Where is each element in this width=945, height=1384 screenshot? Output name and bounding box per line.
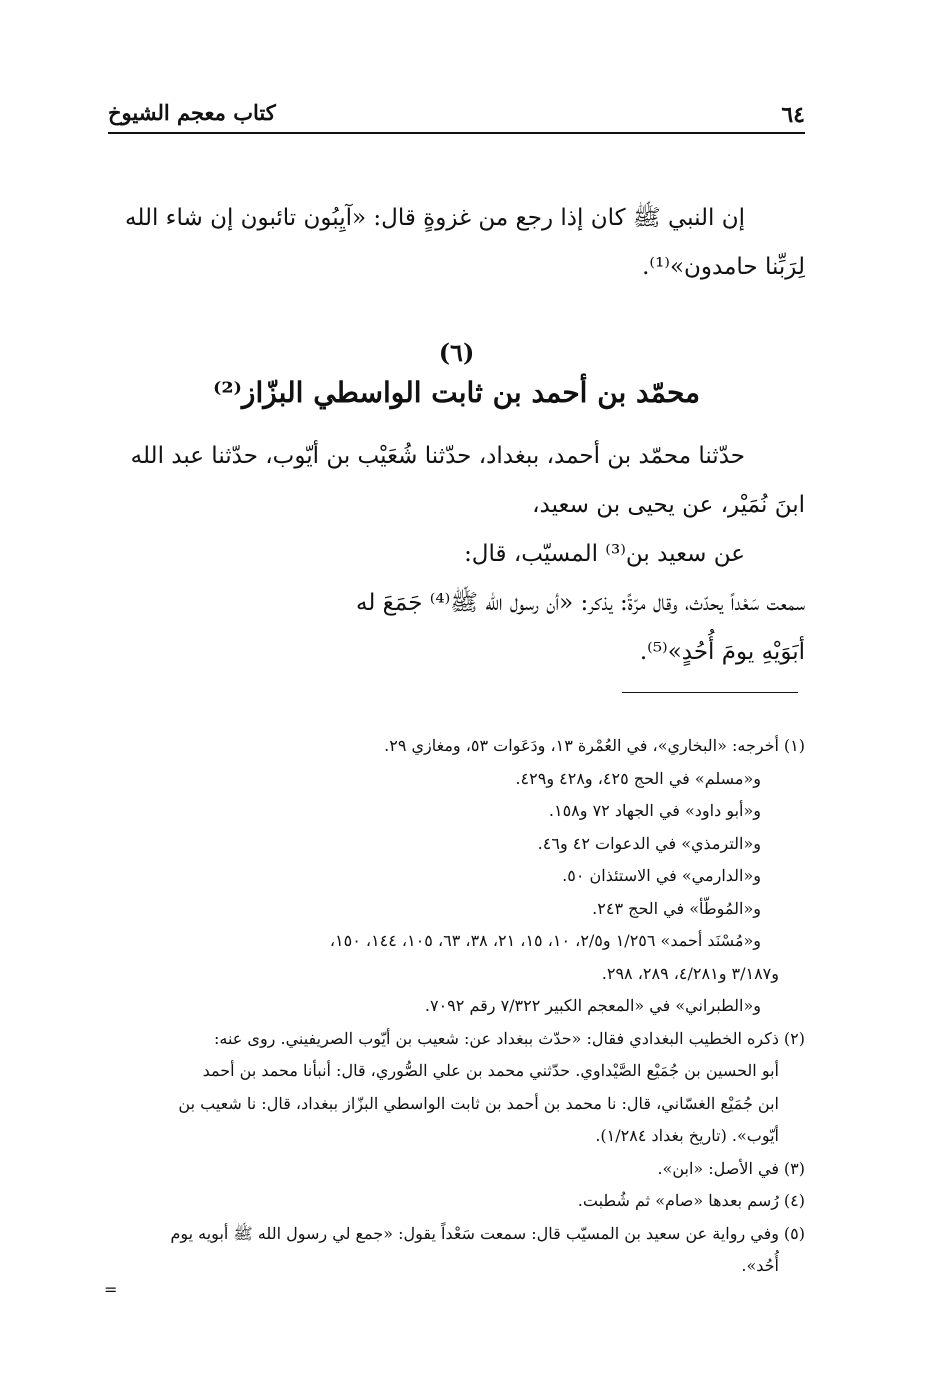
footnote-label: (٤) [783, 1191, 805, 1210]
footnote-subline: و٣/١٨٧ و٤/٢٨١، ٢٨٩، ٢٩٨. [601, 963, 779, 983]
footnote-text: أُحُد». [741, 1256, 779, 1275]
footnote-label: (٢) [783, 1028, 805, 1048]
footnote-text: ابن جُمَيْع الغسّاني، قال: نا محمد بن أحمد بن ثابت الواسطي البزّاز ببغداد، قال: نا شعيب بن [178, 1093, 779, 1113]
footnote-2 [108, 1023, 805, 1153]
footnote-divider [622, 692, 798, 693]
intro-line: إن النبي ﷺ كان إذا رجع من غزوةٍ قال: «آيِبُون تائبون إن شاء الله [125, 205, 745, 231]
footnote-text: ذكره الخطيب البغدادي فقال: «حدّث ببغداد عن: شعيب بن أيّوب الصريفيني. روى عنه: [213, 1028, 779, 1048]
footnote-text: وفي رواية عن سعيد بن المسيّب قال: سمعت سَعْداً يقول: «جمع لي رسول الله ﷺ أبويه يوم [170, 1223, 779, 1243]
book-title: كتاب معجم الشيوخ [108, 100, 276, 125]
footnotes [108, 730, 805, 1283]
hadith-line: سمعت سَعْداً يحدّث، وقال مرّةً: يذكر: «أن رسول الله ﷺ⁽⁴⁾ جَمَعَ له [356, 590, 805, 616]
entry-number: (٦) [438, 338, 475, 367]
footnote-subline: و«الدارمي» في الاستئذان ٥٠. [562, 866, 761, 885]
footnote-label: (٣) [783, 1158, 805, 1178]
footnote-subline: و«الترمذي» في الدعوات ٤٢ و٤٦. [537, 833, 761, 853]
footnote-text: رُسم بعدها «صام» ثم شُطبت. [577, 1191, 779, 1210]
footnote-label: (٥) [783, 1223, 805, 1243]
footnote-5 [108, 1218, 805, 1283]
footnote-3 [108, 1153, 805, 1186]
footnote-text: أيّوب». (تاريخ بغداد ١/٢٨٤). [595, 1126, 779, 1145]
footnote-subline: و«المُوطّأ» في الحج ٢٤٣. [592, 898, 761, 918]
continuation-mark: = [104, 1280, 118, 1299]
footnote-4 [108, 1185, 805, 1218]
footnote-1 [108, 730, 805, 1023]
intro-line: لِرَبِّنا حامدون»⁽¹⁾. [642, 254, 805, 280]
hadith-line: أبَوَيْهِ يومَ أُحُدٍ»⁽⁵⁾. [639, 639, 805, 665]
footnote-label: (١) [783, 736, 805, 755]
hadith-line: عن سعيد بن⁽³⁾ المسيّب، قال: [464, 541, 745, 567]
footnote-text: أبو الحسين بن جُمَيْع الصَّيْداوي. حدّثني محمد بن علي الصُّوري، قال: أنبأنا محمد بن أحمد [202, 1061, 779, 1080]
page-number: ٦٤ [781, 102, 805, 128]
running-header [108, 92, 805, 134]
hadith-line: ابنَ نُمَيْر، عن يحيى بن سعيد، [532, 492, 805, 518]
footnote-subline: و«الطبراني» في «المعجم الكبير ٧/٣٢٢ رقم ٧٠٩٢. [424, 996, 761, 1015]
hadith-line: حدّثنا محمّد بن أحمد، ببغداد، حدّثنا شُعَيْب بن أيّوب، حدّثنا عبد الله [130, 443, 745, 469]
hadith-text [108, 432, 805, 677]
footnote-subline: و«مسلم» في الحج ٤٢٥، و٤٢٨ و٤٢٩. [515, 768, 761, 788]
intro-paragraph [108, 194, 805, 292]
footnote-subline: و«مُسْنَد أحمد» ١/٢٥٦ و٢/٥، ١٠، ١٥، ٢١، ٣٨، ٦٣، ١٠٥، ١٤٤، ١٥٠، [329, 931, 761, 950]
footnote-text: أخرجه: «البخاري»، في العُمْرة ١٣، ودَعَوات ٥٣، ومغازي ٢٩. [384, 736, 779, 755]
footnote-text: في الأصل: «ابن». [657, 1158, 779, 1178]
footnote-subline: و«أبو داود» في الجهاد ٧٢ و١٥٨. [548, 801, 761, 820]
entry-heading: محمّد بن أحمد بن ثابت الواسطي البزّاز⁽²⁾ [212, 376, 701, 409]
